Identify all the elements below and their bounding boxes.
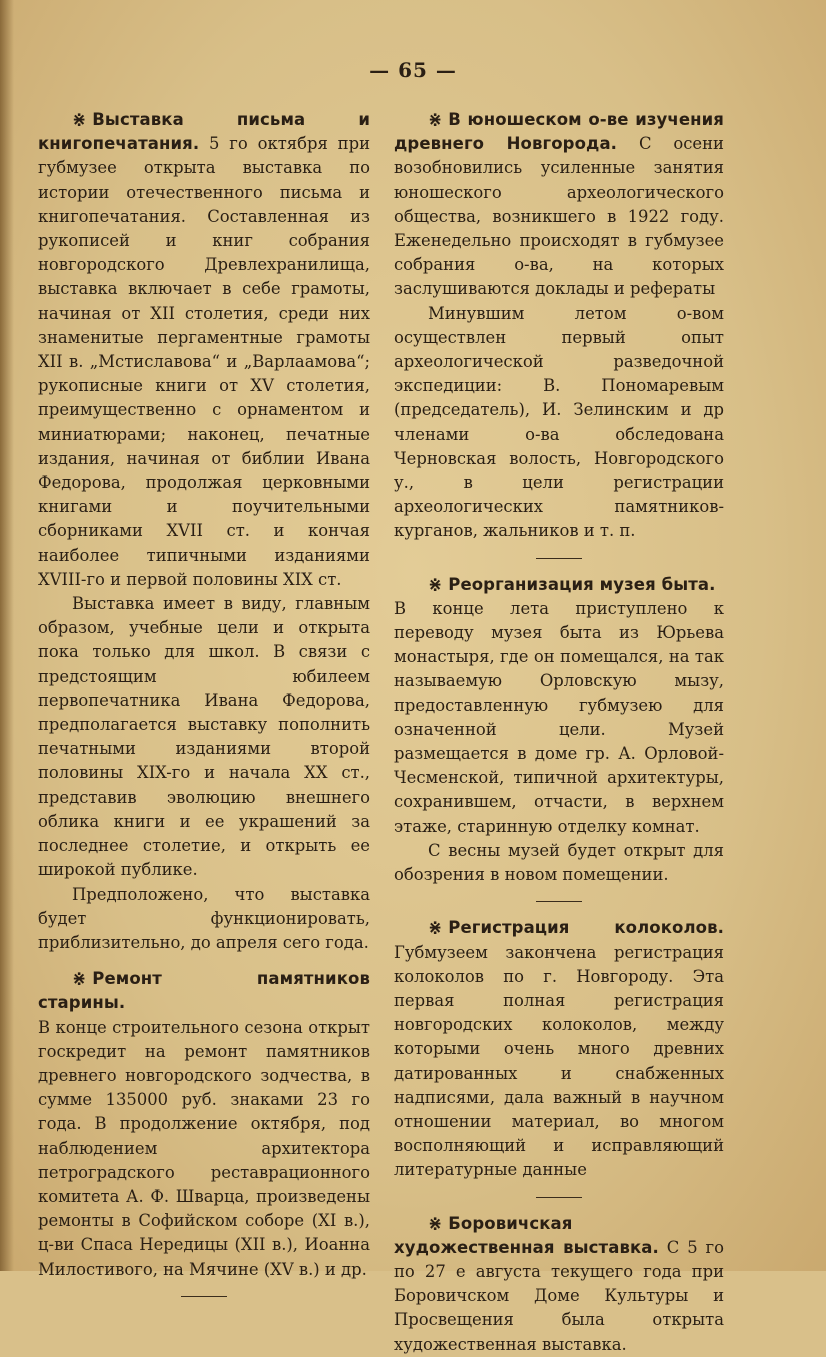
section-marker-icon: ⋇ — [428, 1213, 443, 1234]
article-title: Реорганизация музея быта. — [448, 574, 716, 594]
section-marker-icon: ⋇ — [72, 110, 87, 130]
section-marker-icon: ⋇ — [428, 110, 443, 130]
article-paragraph — [394, 916, 724, 1182]
section-marker-icon: ⋇ — [72, 969, 87, 990]
page-number: — 65 — — [369, 58, 457, 82]
section-divider — [536, 1197, 582, 1198]
article-heading-line — [394, 573, 724, 597]
article-title: Регистрация колоколов. — [448, 918, 724, 938]
section-marker-icon: ⋇ — [428, 574, 443, 595]
section-marker-icon: ⋇ — [428, 918, 443, 939]
left-column — [38, 108, 370, 1311]
article-paragraph: В конце лета приступлено к переводу музея быта из Юрьева монастыря, где он помещался, на так называемую Орловскую мызу, предоставленную губмузею для означенной цели. Музей размещается в доме гр. А. Орловой-Чесменской, типичной архитектуры, сохранившем, отчасти, в верхнем этаже, старинную отделку комнат. — [394, 598, 724, 836]
article-text: С 5 го по 27 е августа текущего года при Боровичском Доме Культуры и Просвещения была открыта художественная выставка. — [394, 1237, 724, 1354]
article-borovichi-exhibition — [394, 1212, 724, 1357]
right-column — [394, 108, 724, 1357]
article-title: В юношеском о-ве изучения древнего Новгорода. — [394, 110, 724, 154]
article-title: Выставка письма и книгопечатания. — [38, 110, 370, 154]
article-youth-society — [394, 108, 724, 544]
article-paragraph: Предположено, что выставка будет функционировать, приблизительно, до апреля сего года. — [38, 884, 370, 952]
article-text: 5 го октября при губмузее открыта выставка по истории отечественного письма и книгопечатания. Составленная из рукописей и книг собрания новгородского Древлехранилища, выставка включает в себе грамоты, начиная от XII столетия, среди них знаменитые пергаментные грамоты XII в. „Мстиславова“ и „Варлаамова“; рукописные книги от XV столетия, преимущественно с орнаментом и миниатюрами; наконец, печатные издания, начиная от библии Ивана Федорова, продолжая церковными книгами и поучительными сборниками XVII ст. и кончая наиболее типичными изданиями XVIII-го и первой половины XIX ст. — [38, 134, 370, 589]
article-text: Губмузеем закончена регистрация колоколов по г. Новгороду. Эта первая полная регистрация новгородских колоколов, между которыми очень много древних датированных и снабженных надписями, дала важный в научном отношении материал, во многом восполняющий и исправляющий литературные данные — [394, 942, 724, 1180]
article-title: Ремонт памятников старины. — [38, 969, 370, 1013]
article-paragraph — [38, 108, 370, 592]
article-paragraph: В конце строительного сезона открыт госкредит на ремонт памятников древнего новгородского зодчества, в сумме 135000 руб. знаками 23 го года. В продолжение октября, под наблюдением архитектора петроградского реставрационного комитета А. Ф. Шварца, произведены ремонты в Софийском соборе (XI в.), ц-ви Спаса Нередицы (XII в.), Иоанна Милостивого, на Мячине (XV в.) и др. — [38, 1017, 370, 1279]
page-binding-edge — [0, 0, 14, 1271]
article-paragraph — [394, 1212, 724, 1357]
article-title: Боровичская художественная выставка. — [394, 1213, 659, 1257]
article-museum-reorganization — [394, 573, 724, 888]
article-monument-repair — [38, 967, 370, 1282]
article-text: С осени возобновились усиленные занятия юношеского археологического общества, возникшего в 1922 году. Еженедельно происходят в губмузее собрания о-ва, на которых заслушиваются доклады и рефераты — [394, 134, 724, 299]
article-paragraph: С весны музей будет открыт для обозрения в новом помещении. — [394, 840, 724, 885]
article-heading-line — [38, 967, 370, 1015]
section-divider — [536, 558, 582, 559]
article-bell-registration — [394, 916, 724, 1182]
article-paragraph: Выставка имеет в виду, главным образом, учебные цели и открыта пока только для школ. В связи с предстоящим юбилеем первопечатника Ивана Федорова, предполагается выставку пополнить печатными изданиями второй половины XIX-го и начала XX ст., представив эволюцию внешнего облика книги и ее украшений за последнее столетие, и открыть ее широкой публике. — [38, 594, 370, 880]
article-paragraph: Минувшим летом о-вом осуществлен первый опыт археологической разведочной экспедиции: В. Пономаревым (председатель), И. Зелинским и др членами о-ва обследована Черновская волость, Новгородского у., в цели регистрации археологических памятников-курганов, жальников и т. п. — [394, 303, 724, 541]
section-divider — [536, 901, 582, 902]
section-divider — [181, 1296, 227, 1297]
article-writing-exhibition — [38, 108, 370, 955]
article-paragraph — [394, 108, 724, 302]
